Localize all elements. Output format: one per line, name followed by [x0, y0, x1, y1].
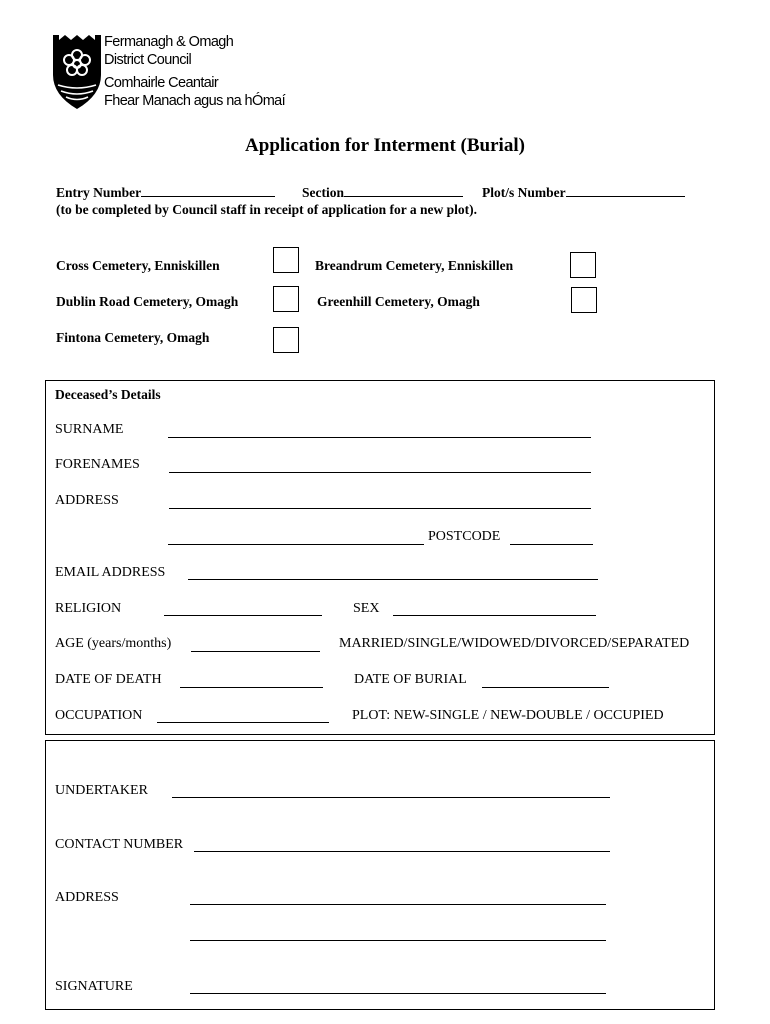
date-of-burial-input[interactable]	[482, 687, 609, 688]
plot-number-field[interactable]	[482, 183, 685, 201]
age-label: AGE (years/months)	[55, 636, 172, 651]
signature-label: SIGNATURE	[55, 979, 133, 994]
staff-note: (to be completed by Council staff in receipt of application for a new plot).	[56, 202, 477, 217]
council-name-irish-line: Fhear Manach agus na hÓmaí	[104, 93, 286, 109]
forenames-input[interactable]	[169, 472, 591, 473]
cemetery-checkbox-greenhill[interactable]	[571, 287, 597, 313]
plot-number-line	[566, 183, 685, 197]
cemetery-checkbox-breandrum[interactable]	[570, 252, 596, 278]
council-name-line: Fermanagh & Omagh	[104, 34, 234, 50]
deceased-details-heading: Deceased’s Details	[55, 387, 161, 402]
address-input-line-2[interactable]	[168, 544, 424, 545]
surname-label: SURNAME	[55, 422, 124, 437]
plot-number-label: Plot/s Number	[482, 185, 566, 200]
date-of-burial-label: DATE OF BURIAL	[354, 672, 467, 687]
undertaker-panel	[45, 740, 715, 1010]
cemetery-label-dublin-road: Dublin Road Cemetery, Omagh	[56, 294, 239, 309]
religion-label: RELIGION	[55, 601, 122, 616]
undertaker-address-input-line-2[interactable]	[190, 940, 606, 941]
entry-number-field[interactable]	[56, 183, 275, 201]
marital-status-label[interactable]: MARRIED/SINGLE/WIDOWED/DIVORCED/SEPARATED	[339, 636, 690, 651]
cemetery-checkbox-fintona[interactable]	[273, 327, 299, 353]
surname-input[interactable]	[168, 437, 591, 438]
signature-input[interactable]	[190, 993, 606, 994]
undertaker-input[interactable]	[172, 797, 610, 798]
cemetery-checkbox-dublin-road[interactable]	[273, 286, 299, 312]
council-crest-icon	[52, 33, 102, 113]
plot-type-label[interactable]: PLOT: NEW-SINGLE / NEW-DOUBLE / OCCUPIED	[352, 708, 664, 723]
undertaker-address-input-line-1[interactable]	[190, 904, 606, 905]
section-label: Section	[302, 185, 344, 200]
contact-number-label: CONTACT NUMBER	[55, 837, 184, 852]
page-title: Application for Interment (Burial)	[245, 135, 525, 156]
section-field[interactable]	[302, 183, 463, 201]
sex-input[interactable]	[393, 615, 596, 616]
cemetery-label-fintona: Fintona Cemetery, Omagh	[56, 330, 210, 345]
address-label: ADDRESS	[55, 493, 119, 508]
age-input[interactable]	[191, 651, 320, 652]
religion-input[interactable]	[164, 615, 322, 616]
contact-number-input[interactable]	[194, 851, 610, 852]
undertaker-address-label: ADDRESS	[55, 890, 119, 905]
cemetery-label-greenhill: Greenhill Cemetery, Omagh	[317, 294, 480, 309]
sex-label: SEX	[353, 601, 380, 616]
council-name-line: District Council	[104, 52, 192, 68]
section-line	[344, 183, 463, 197]
date-of-death-input[interactable]	[180, 687, 323, 688]
entry-number-label: Entry Number	[56, 185, 142, 200]
undertaker-label: UNDERTAKER	[55, 783, 148, 798]
cemetery-checkbox-cross[interactable]	[273, 247, 299, 273]
postcode-input[interactable]	[510, 544, 593, 545]
cemetery-label-cross: Cross Cemetery, Enniskillen	[56, 258, 220, 273]
cemetery-label-breandrum: Breandrum Cemetery, Enniskillen	[315, 258, 514, 273]
occupation-input[interactable]	[157, 722, 329, 723]
council-name-irish-line: Comhairle Ceantair	[104, 75, 219, 91]
email-label: EMAIL ADDRESS	[55, 565, 166, 580]
council-name	[104, 33, 285, 110]
postcode-label: POSTCODE	[428, 529, 501, 544]
address-input-line-1[interactable]	[169, 508, 591, 509]
occupation-label: OCCUPATION	[55, 708, 143, 723]
forenames-label: FORENAMES	[55, 457, 140, 472]
date-of-death-label: DATE OF DEATH	[55, 672, 162, 687]
entry-number-line	[141, 183, 275, 197]
email-input[interactable]	[188, 579, 598, 580]
